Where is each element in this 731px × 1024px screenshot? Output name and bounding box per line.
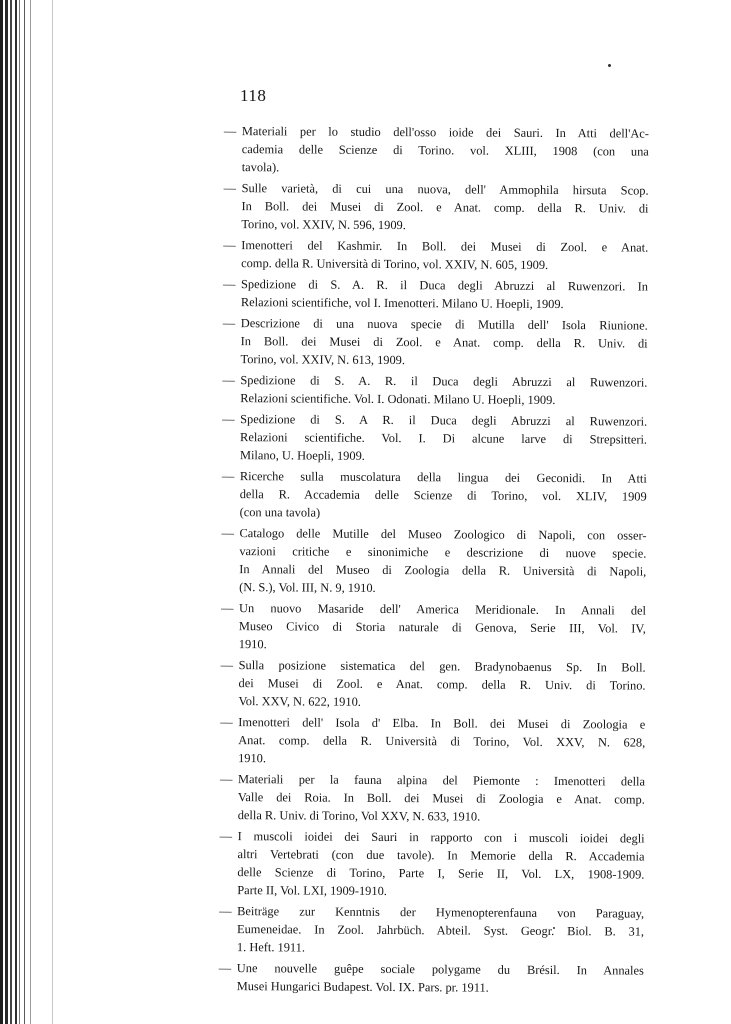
bibliography-entry: — Spedizione di S. A. R. il Duca degli Abruzzi al Ruwenzori. In Relazioni scientifiche, vol I. Imenotteri. Milano U. Hoepli, 1909.	[223, 275, 648, 314]
entry-line: Museo Civico di Storia naturale di Genova, Serie III, Vol. IV,	[238, 619, 646, 636]
entry-line: Milano, U. Hoepli, 1909.	[239, 448, 365, 463]
entry-line: (con una tavola)	[239, 505, 321, 520]
entry-line: comp. della R. Università di Torino, vol. XXIV, N. 605, 1909.	[241, 256, 549, 272]
entry-line: Eumeneidae. In Zool. Jahrbüch. Abteil. Syst. Geogr. Biol. B. 31,	[237, 922, 645, 939]
entry-line: Un nuovo Masaride dell' America Meridionale. In Annali del	[238, 601, 647, 618]
entry-line: delle Scienze di Torino, Parte I, Serie II, Vol. LX, 1908-1909.	[237, 865, 645, 882]
entry-line: Spedizione di S. A. R. il Duca degli Abruzzi al Ruwenzori. In	[240, 277, 649, 294]
entry-line: Sulla posizione sistematica del gen. Bradynobaenus Sp. In Boll.	[238, 658, 646, 675]
page-number: 118	[240, 86, 267, 105]
entry-line: cademia delle Scienze di Torino. vol. XLIII, 1908 (con una	[241, 142, 649, 159]
entry-line: altri Vertebrati (con due tavole). In Memorie della R. Accademia	[237, 847, 645, 864]
bibliography-entry: — Materiali per la fauna alpina del Piemonte : Imenotteri della Valle dei Roia. In Boll. dei Musei di Zoologia e Anat. comp. della R. Univ. di Torino, Vol XXV, N. 633, 1910.	[220, 770, 645, 827]
entry-line: In Boll. dei Musei di Zool. e Anat. comp. della R. Univ. di	[240, 334, 648, 351]
bibliography-entry: — Spedizione di S. A. R. il Duca degli Abruzzi al Ruwenzori. Relazioni scientifiche. Vol. I. Odonati. Milano U. Hoepli, 1909.	[222, 371, 647, 410]
entry-line: (N. S.), Vol. III, N. 9, 1910.	[239, 580, 376, 595]
entry-line: Spedizione di S. A R. il Duca degli Abruzzi al Ruwenzori.	[240, 412, 648, 429]
entry-line: Catalogo delle Mutille del Museo Zoologico di Napoli, con osser-	[239, 526, 647, 543]
bibliography-entry: — Imenotteri del Kashmir. In Boll. dei Musei di Zool. e Anat. comp. della R. Università di Torino, vol. XXIV, N. 605, 1909.	[223, 236, 648, 275]
entry-line: Relazioni scientifiche. Vol. I. Di alcune larve di Strepsitteri.	[240, 430, 648, 447]
bibliography-entry: — Une nouvelle guêpe sociale polygame du Brésil. In Annales Musei Hungarici Budapest. Vol. IX. Pars. pr. 1911.	[219, 959, 644, 998]
bibliography-entry: — Descrizione di una nuova specie di Mutilla dell' Isola Riunione. In Boll. dei Musei di Zool. e Anat. comp. della R. Univ. di Torino, vol. XXIV, N. 613, 1909.	[222, 314, 647, 371]
entry-line: Relazioni scientifiche. Vol. I. Odonati. Milano U. Hoepli, 1909.	[240, 391, 556, 408]
entry-line: Anat. comp. della R. Università di Torino, Vol. XXV, N. 628,	[238, 733, 646, 750]
bibliography-entry: — Sulla posizione sistematica del gen. Bradynobaenus Sp. In Boll. dei Musei di Zool. e Anat. comp. della R. Univ. di Torino. Vol. XXV, N. 622, 1910.	[220, 656, 645, 713]
entry-line: Ricerche sulla muscolatura della lingua dei Geconidi. In Atti	[239, 469, 647, 486]
page-gutter-line	[52, 0, 53, 1024]
entry-line: Torino, vol. XXIV, N. 613, 1909.	[240, 352, 406, 368]
entry-line: Materiali per la fauna alpina del Piemonte : Imenotteri della	[237, 772, 646, 789]
bibliography-entry: — I muscoli ioidei dei Sauri in rapporto con i muscoli ioidei degli altri Vertebrati (con due tavole). In Memorie della R. Accademia delle Scienze di Torino, Parte I, Serie II, Vol. LX, 1908-1909. Parte II, Vol. LXI, 1909-1910.	[219, 827, 644, 902]
entry-line: Imenotteri del Kashmir. In Boll. dei Musei di Zool. e Anat.	[241, 238, 649, 255]
entry-line: In Boll. dei Musei di Zool. e Anat. comp. della R. Univ. di	[241, 199, 649, 216]
entry-line: Musei Hungarici Budapest. Vol. IX. Pars. pr. 1911.	[236, 979, 489, 995]
entry-line: Imenotteri dell' Isola d' Elba. In Boll. dei Musei di Zoologia e	[238, 715, 646, 732]
entry-line: Relazioni scientifiche, vol I. Imenotteri. Milano U. Hoepli, 1909.	[240, 295, 564, 312]
entry-line: Beiträge zur Kenntnis der Hymenopterenfauna von Paraguay,	[237, 904, 645, 921]
bibliography-entry: — Imenotteri dell' Isola d' Elba. In Boll. dei Musei di Zoologia e Anat. comp. della R. Università di Torino, Vol. XXV, N. 628, 1910.	[220, 713, 645, 770]
entry-line: Materiali per lo studio dell'osso ioide dei Sauri. In Atti dell'Ac-	[241, 124, 649, 141]
entry-line: vazioni critiche e sinonimiche e descrizione di nuove specie.	[239, 544, 647, 561]
bibliography-entry: — Materiali per lo studio dell'osso ioide dei Sauri. In Atti dell'Ac- cademia delle Scienze di Torino. vol. XLIII, 1908 (con una tavola).	[224, 122, 649, 179]
entry-line: 1910.	[238, 751, 267, 766]
entry-line: tavola).	[241, 160, 280, 175]
entry-line: 1. Heft. 1911.	[236, 940, 306, 955]
book-spine-edge	[0, 0, 46, 1024]
entry-line: Descrizione di una nuova specie di Mutilla dell' Isola Riunione.	[240, 316, 648, 333]
entry-line: Spedizione di S. A. R. il Duca degli Abruzzi al Ruwenzori.	[240, 373, 648, 390]
entry-line: In Annali del Museo di Zoologia della R. Università di Napoli,	[239, 562, 647, 579]
bibliography-entry: — Beiträge zur Kenntnis der Hymenopterenfauna von Paraguay, Eumeneidae. In Zool. Jahrbüch. Abteil. Syst. Geogr. Biol. B. 31, 1. Heft. 1911.	[219, 902, 644, 959]
bibliography-entry: — Sulle varietà, di cui una nuova, dell' Ammophila hirsuta Scop. In Boll. dei Musei di Zool. e Anat. comp. della R. Univ. di Torino, vol. XXIV, N. 596, 1909.	[223, 179, 648, 236]
bibliography-list	[219, 122, 649, 1001]
entry-line: della R. Accademia delle Scienze di Torino, vol. XLIV, 1909	[239, 487, 647, 504]
entry-line: dei Musei di Zool. e Anat. comp. della R. Univ. di Torino.	[238, 676, 646, 693]
paper-speck	[608, 64, 611, 67]
entry-line: Valle dei Roia. In Boll. dei Musei di Zoologia e Anat. comp.	[237, 790, 645, 807]
entry-line: Parte II, Vol. LXI, 1909-1910.	[237, 883, 387, 899]
entry-line: I muscoli ioidei dei Sauri in rapporto con i muscoli ioidei degli	[237, 829, 645, 846]
entry-line: Une nouvelle guêpe sociale polygame du Brésil. In Annales	[236, 961, 644, 978]
entry-line: della R. Univ. di Torino, Vol XXV, N. 633, 1910.	[237, 808, 481, 824]
bibliography-entry: — Ricerche sulla muscolatura della lingua dei Geconidi. In Atti della R. Accademia delle Scienze di Torino, vol. XLIV, 1909 (con una tavola)	[222, 467, 647, 524]
bibliography-entry: — Un nuovo Masaride dell' America Meridionale. In Annali del Museo Civico di Storia naturale di Genova, Serie III, Vol. IV, 1910.	[221, 599, 646, 656]
bibliography-entry: — Spedizione di S. A R. il Duca degli Abruzzi al Ruwenzori. Relazioni scientifiche. Vol. I. Di alcune larve di Strepsitteri. Milano, U. Hoepli, 1909.	[222, 410, 647, 467]
entry-line: Torino, vol. XXIV, N. 596, 1909.	[241, 217, 406, 233]
entry-line: 1910.	[238, 637, 267, 652]
entry-line: Sulle varietà, di cui una nuova, dell' Ammophila hirsuta Scop.	[241, 181, 649, 198]
bibliography-entry: — Catalogo delle Mutille del Museo Zoologico di Napoli, con osser- vazioni critiche e sinonimiche e descrizione di nuove specie. In Annali del Museo di Zoologia della R. Università di Napoli, (N. S.), Vol. III, N. 9, 1910.	[221, 524, 646, 599]
entry-line: Vol. XXV, N. 622, 1910.	[238, 694, 361, 709]
